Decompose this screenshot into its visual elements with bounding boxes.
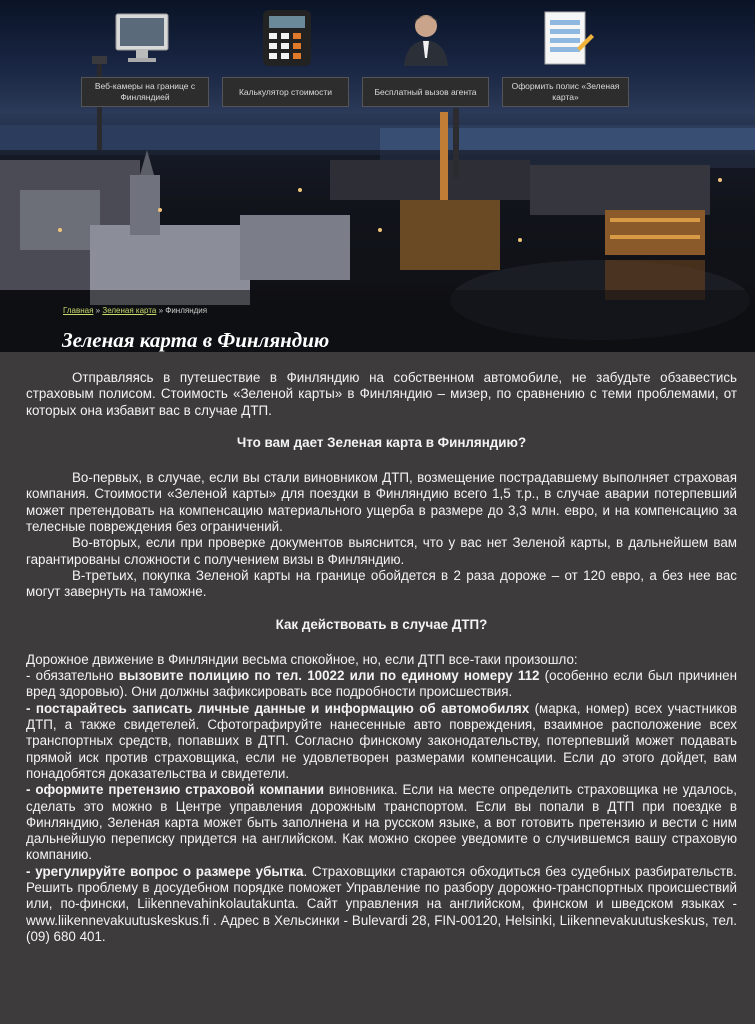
document-form-icon[interactable] bbox=[537, 8, 597, 68]
step2-text: (марка, номер) всех участников ДТП, а также свидетелей. Сфотографируйте нанесенные авто повреждения, взаимное расположение всех транспортных средств, попавших в ДТП. Согласно финскому законодательству, потерпевший может подавать прямой иск против страховщика, если не удовлетворен размерами компенсации. Если до этого дойдет, вам понадобятся доказательства и свидетели. bbox=[26, 700, 737, 781]
benefit-paragraph-3: В-третьих, покупка Зеленой карты на границе обойдется в 2 раза дороже – от 120 евро, а без нее вас могут завернуть на таможне. bbox=[26, 567, 737, 600]
nav-policy-label: Оформить полис «Зеленая карта» bbox=[511, 81, 620, 102]
step-settle bbox=[26, 864, 737, 945]
step3-text: виновника. Если на месте определить страховщика не удалось, сделать это можно в Центре управления дорожным транспортом. Если вы попали в ДТП при поездке в Финляндию, Зеленая карта может быть заполнена и на русском языке, а вот готовить претензию и вести с ним дальнейшую переписку придется на английском. Как можно скорее уведомите о случившемся вашу страховую компанию. bbox=[26, 782, 737, 863]
nav-webcams-label: Веб-камеры на границе с Финляндией bbox=[94, 81, 196, 102]
section-heading-accident: Как действовать в случае ДТП? bbox=[275, 616, 488, 632]
step3-bold: - оформите претензию страховой компании bbox=[26, 782, 324, 798]
step1-text: (особенно если был причинен вред здоровью). Они должны зафиксировать все подробности происшествия. bbox=[26, 668, 737, 700]
breadcrumb: Главная » Зеленая карта » Финляндия bbox=[63, 306, 208, 315]
breadcrumb-current: Финляндия bbox=[165, 306, 208, 315]
step1-prefix: - обязательно bbox=[26, 668, 119, 684]
step-record-data bbox=[26, 701, 737, 782]
page-title: Зеленая карта в Финляндию bbox=[62, 328, 330, 352]
nav-calculator-button[interactable] bbox=[222, 77, 349, 107]
benefit-paragraph-2: Во-вторых, если при проверке документов выяснится, что у вас нет Зеленой карты, в дальнейшем вам гарантированы сложности с получением визы в Финляндию. bbox=[26, 535, 737, 567]
nav-calculator-label: Калькулятор стоимости bbox=[238, 86, 333, 97]
step4-text: . Страховщики стараются обходиться без судебных разбирательств. Решить проблему в досудебном порядке поможет Управление по разбору дорожно-транспортных происшествий или, по-фински, Liikennevahinkolautakunta. Сайт управления на английском, финском и шведском языках - www.liikennevakuutuskeskus.fi . Адрес в Хельсинки - Bulevardi 28, FIN-00120, Helsinki, Liikennevakuutuskeskus, тел. (09) 680 401. bbox=[26, 863, 737, 944]
nav-webcams-button[interactable] bbox=[81, 77, 209, 107]
agent-icon[interactable] bbox=[396, 8, 456, 68]
step-call-police bbox=[26, 668, 737, 701]
step-claim bbox=[26, 782, 737, 863]
article-content bbox=[0, 352, 755, 945]
nav-agent-button[interactable] bbox=[362, 77, 489, 107]
nav-agent-label: Бесплатный вызов агента bbox=[374, 86, 477, 97]
breadcrumb-home-link[interactable]: Главная bbox=[63, 306, 94, 315]
step4-bold: - урегулируйте вопрос о размере убытка bbox=[26, 863, 304, 879]
step2-bold: - постарайтесь записать личные данные и информацию об автомобилях bbox=[26, 700, 530, 716]
nav-policy-button[interactable] bbox=[502, 77, 629, 107]
intro-paragraph: Отправляясь в путешествие в Финляндию на собственном автомобиле, не забудьте обзавестись страховым полисом. Стоимость «Зеленой карты» в Финляндию – мизер, по сравнению с теми проблемами, от которых она избавит вас в случае ДТП. bbox=[26, 370, 737, 418]
webcam-monitor-icon[interactable] bbox=[112, 8, 172, 68]
section-heading-benefits: Что вам дает Зеленая карта в Финляндию? bbox=[236, 434, 527, 450]
calculator-icon[interactable] bbox=[257, 8, 317, 68]
step1-bold: вызовите полицию по тел. 10022 или по единому номеру 112 bbox=[118, 668, 540, 684]
hero-banner bbox=[0, 0, 755, 352]
breadcrumb-section-link[interactable]: Зеленая карта bbox=[102, 306, 157, 315]
accident-lead: Дорожное движение в Финляндии весьма спокойное, но, если ДТП все-таки произошло: bbox=[26, 651, 578, 667]
benefit-paragraph-1: Во-первых, в случае, если вы стали виновником ДТП, возмещение пострадавшему выполняет страховая компания. Стоимости «Зеленой карты» для поездки в Финляндию всего 1,5 т.р., в случае аварии потерпевший может претендовать на компенсацию материального ущерба в размере до 3,3 млн. евро, и на компенсацию за телесные повреждения без ограничений. bbox=[26, 470, 737, 535]
